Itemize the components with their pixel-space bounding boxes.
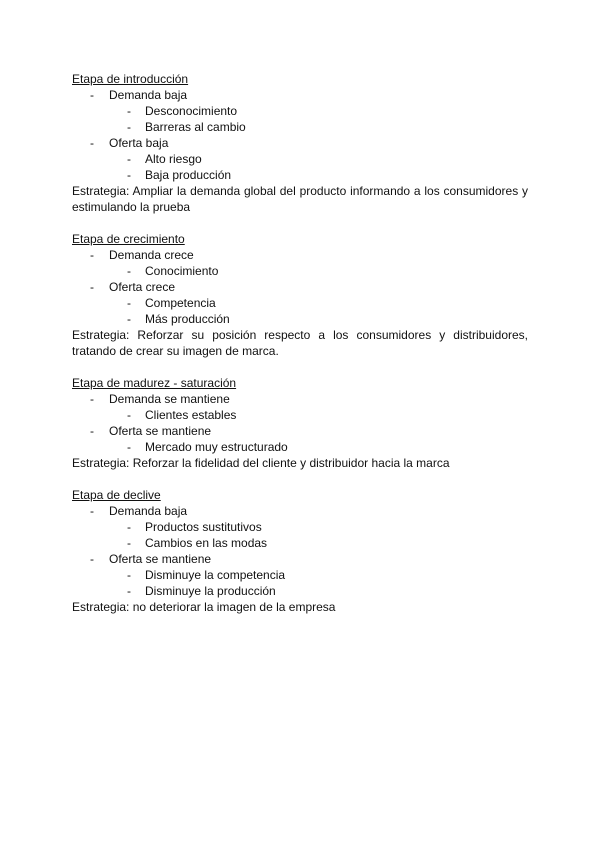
list-item-level-1 — [72, 391, 528, 407]
bullet-dash: - — [127, 312, 131, 326]
section-crecimiento — [72, 231, 528, 359]
list-item-level-1 — [72, 247, 528, 263]
list-item-label: Oferta se mantiene — [109, 424, 212, 438]
bullet-dash: - — [127, 120, 131, 134]
list-item-label: Demanda baja — [109, 88, 188, 102]
bullet-dash: - — [90, 248, 94, 262]
list-item-label: Alto riesgo — [145, 152, 202, 166]
list-item-level-1 — [72, 135, 528, 151]
list-item-level-2 — [72, 311, 528, 327]
bullet-dash: - — [127, 408, 131, 422]
list-item-level-2 — [72, 119, 528, 135]
list-item-level-2 — [72, 167, 528, 183]
list-item-label: Conocimiento — [145, 264, 219, 278]
list-item-label: Oferta baja — [109, 136, 169, 150]
list-item-label: Mercado muy estructurado — [145, 440, 288, 454]
list-item-label: Competencia — [145, 296, 216, 310]
bullet-dash: - — [90, 88, 94, 102]
strategy-text: Estrategia: no deteriorar la imagen de la empresa — [72, 600, 336, 614]
list-item-label: Demanda baja — [109, 504, 188, 518]
strategy-text: Estrategia: Reforzar la fidelidad del cliente y distribuidor hacia la marca — [72, 456, 450, 470]
list-item-level-2 — [72, 151, 528, 167]
list-item-label: Productos sustitutivos — [145, 520, 262, 534]
section-heading: Etapa de declive — [72, 488, 161, 502]
list-item-label: Baja producción — [145, 168, 232, 182]
list-item-level-2 — [72, 295, 528, 311]
list-item-level-2 — [72, 583, 528, 599]
bullet-dash: - — [90, 280, 94, 294]
list-item-label: Clientes estables — [145, 408, 237, 422]
bullet-dash: - — [127, 536, 131, 550]
list-item-label: Disminuye la competencia — [145, 568, 286, 582]
section-heading: Etapa de crecimiento — [72, 232, 185, 246]
list-item-level-1 — [72, 503, 528, 519]
list-item-level-2 — [72, 439, 528, 455]
list-item-label: Desconocimiento — [145, 104, 238, 118]
bullet-dash: - — [127, 568, 131, 582]
bullet-dash: - — [127, 440, 131, 454]
list-item-level-2 — [72, 407, 528, 423]
bullet-dash: - — [127, 104, 131, 118]
list-item-label: Demanda se mantiene — [109, 392, 230, 406]
section-heading: Etapa de madurez - saturación — [72, 376, 237, 390]
bullet-dash: - — [127, 168, 131, 182]
list-item-label: Oferta se mantiene — [109, 552, 212, 566]
list-item-label: Más producción — [145, 312, 230, 326]
document-content — [72, 71, 528, 631]
bullet-dash: - — [90, 424, 94, 438]
list-item-label: Cambios en las modas — [145, 536, 268, 550]
list-item-level-1 — [72, 423, 528, 439]
list-item-label: Barreras al cambio — [145, 120, 246, 134]
bullet-dash: - — [127, 584, 131, 598]
bullet-dash: - — [90, 392, 94, 406]
bullet-dash: - — [127, 296, 131, 310]
section-madurez — [72, 375, 528, 471]
bullet-dash: - — [90, 136, 94, 150]
bullet-dash: - — [90, 552, 94, 566]
list-item-level-2 — [72, 535, 528, 551]
list-item-label: Oferta crece — [109, 280, 176, 294]
strategy-text: Estrategia: Reforzar su posición respecto a los consumidores y distribuidores, tratando de crear su imagen de marca. — [72, 328, 528, 358]
section-heading: Etapa de introducción — [72, 72, 189, 86]
list-item-level-1 — [72, 87, 528, 103]
bullet-dash: - — [127, 520, 131, 534]
section-introduccion — [72, 71, 528, 215]
strategy-text: Estrategia: Ampliar la demanda global del producto informando a los consumidores y estimulando la prueba — [72, 184, 528, 214]
bullet-dash: - — [90, 504, 94, 518]
section-declive — [72, 487, 528, 615]
list-item-label: Demanda crece — [109, 248, 194, 262]
list-item-level-2 — [72, 567, 528, 583]
list-item-label: Disminuye la producción — [145, 584, 276, 598]
bullet-dash: - — [127, 264, 131, 278]
list-item-level-2 — [72, 263, 528, 279]
list-item-level-1 — [72, 551, 528, 567]
list-item-level-2 — [72, 103, 528, 119]
list-item-level-1 — [72, 279, 528, 295]
list-item-level-2 — [72, 519, 528, 535]
bullet-dash: - — [127, 152, 131, 166]
